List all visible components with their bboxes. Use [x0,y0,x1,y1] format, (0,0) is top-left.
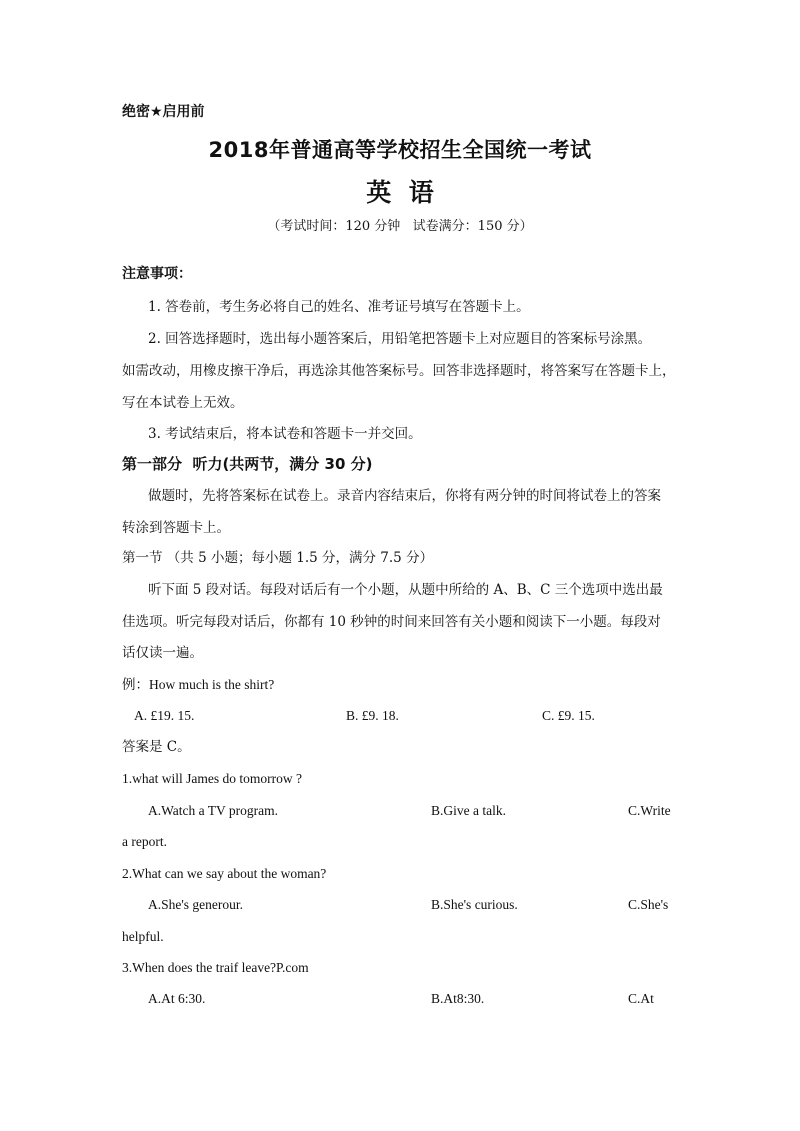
section1-instr-line-3: 话仅读一遍。 [122,645,203,661]
example-option-a: A. £19. 15. [134,708,195,723]
example-question: 例：How much is the shirt? [122,677,275,692]
section1-instr-line-1: 听下面 5 段对话。每段对话后有一个小题，从题中所给的 A、B、C 三个选项中选出最 [148,582,663,598]
secret-label: 绝密★启用前 [122,104,205,120]
section1-heading: 第一节 （共 5 小题；每小题 1.5 分，满分 7.5 分） [122,550,434,566]
question-3: 3.When does the traif leave?P.com [122,960,309,975]
note-item-3: 3. 考试结束后，将本试卷和答题卡一并交回。 [148,426,422,442]
note-item-2-line-3: 写在本试卷上无效。 [122,395,244,411]
part1-intro-line-1: 做题时，先将答案标在试卷上。录音内容结束后，你将有两分钟的时间将试卷上的答案 [148,488,661,504]
question-2-option-b: B.She's curious. [431,897,518,912]
part1-intro-line-2: 转涂到答题卡上。 [122,520,230,536]
exam-title: 2018年普通高等学校招生全国统一考试 [208,138,592,162]
part1-heading: 第一部分 听力(共两节，满分 30 分) [122,455,373,473]
question-2-option-c-cont: helpful. [122,929,164,944]
example-answer: 答案是 C。 [122,739,191,755]
question-3-option-c: C.At [628,991,654,1006]
example-option-c: C. £9. 15. [542,708,595,723]
question-3-option-a: A.At 6:30. [148,991,206,1006]
notes-heading: 注意事项： [122,266,192,282]
question-2-option-a: A.She's generour. [148,897,244,912]
question-1-option-b: B.Give a talk. [431,803,506,818]
question-2-option-c: C.She's [628,897,669,912]
question-1-option-a: A.Watch a TV program. [148,803,279,818]
example-option-b: B. £9. 18. [346,708,399,723]
note-item-2-line-2: 如需改动，用橡皮擦干净后，再选涂其他答案标号。回答非选择题时，将答案写在答题卡上， [122,363,676,379]
subject-title: 英 语 [366,178,434,207]
question-2: 2.What can we say about the woman? [122,866,327,881]
section1-instr-line-2: 佳选项。听完每段对话后，你都有 10 秒钟的时间来回答有关小题和阅读下一小题。每段对 [122,614,661,630]
question-1-option-c: C.Write [628,803,671,818]
question-3-option-b: B.At8:30. [431,991,485,1006]
note-item-1: 1. 答卷前，考生务必将自己的姓名、准考证号填写在答题卡上。 [148,299,530,315]
time-info: （考试时间：120 分钟 试卷满分：150 分） [267,219,533,234]
question-1: 1.what will James do tomorrow ? [122,771,302,786]
question-1-option-c-cont: a report. [122,834,167,849]
note-item-2-line-1: 2. 回答选择题时，选出每小题答案后，用铅笔把答题卡上对应题目的答案标号涂黑。 [148,331,652,347]
